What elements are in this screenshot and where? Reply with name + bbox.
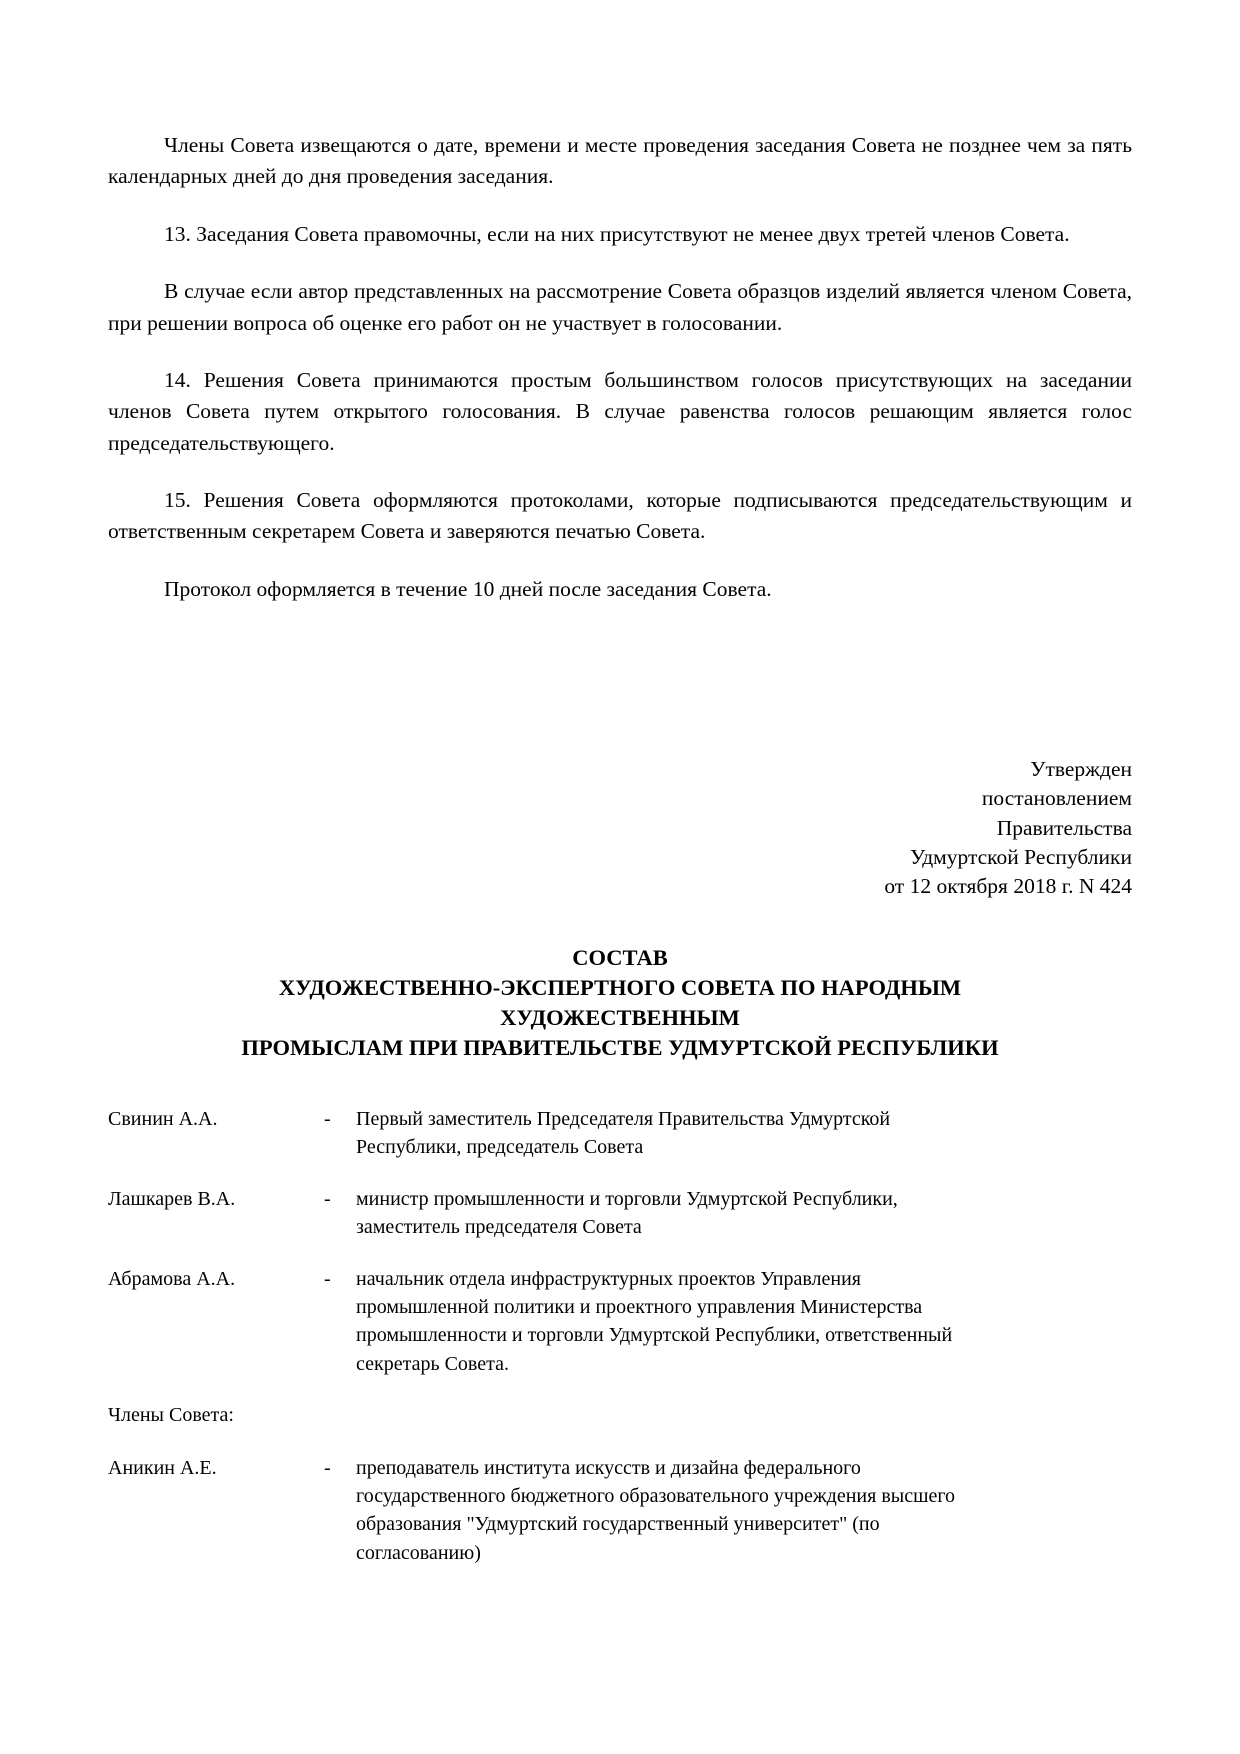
paragraph-item-15: 15. Решения Совета оформляются протоколами, которые подписываются председательствующим и ответственным секретарем Совета и заверяются печатью Совета. bbox=[108, 488, 1132, 544]
roster-dash: - bbox=[324, 1456, 331, 1479]
roster-member-name: Абрамова А.А. bbox=[108, 1267, 236, 1290]
roster-member-name: Свинин А.А. bbox=[108, 1107, 218, 1130]
roster-member-role: начальник отдела инфраструктурных проектов Управления промышленной политики и проектного управления Министерства промышленности и торговли Удмуртской Республики, ответственный секретарь Совета. bbox=[356, 1267, 953, 1375]
roster-member-role: Первый заместитель Председателя Правительства Удмуртской Республики, председатель Совета bbox=[356, 1107, 891, 1159]
roster-member-name: Лашкарев В.А. bbox=[108, 1187, 236, 1210]
paragraph-protocol-term: Протокол оформляется в течение 10 дней после заседания Совета. bbox=[164, 576, 772, 601]
roster-member-name: Аникин А.Е. bbox=[108, 1456, 217, 1479]
title-line-sostav: СОСТАВ bbox=[572, 945, 668, 971]
roster-row bbox=[108, 1454, 1132, 1568]
roster-dash: - bbox=[324, 1267, 331, 1290]
roster-dash: - bbox=[324, 1187, 331, 1210]
approval-line-date-number: от 12 октября 2018 г. N 424 bbox=[884, 874, 1132, 899]
approval-line-government: Правительства bbox=[996, 815, 1132, 840]
page-title bbox=[108, 943, 1132, 1063]
paragraph-notice: Члены Совета извещаются о дате, времени и месте проведения заседания Совета не позднее чем за пять календарных дней до дня проведения заседания. bbox=[108, 133, 1132, 189]
roster-member-role: преподаватель института искусств и дизайна федерального государственного бюджетного образовательного учреждения высшего образования "Удмуртский государственный университет" (по согласованию) bbox=[356, 1456, 956, 1564]
title-line-council: ХУДОЖЕСТВЕННО-ЭКСПЕРТНОГО СОВЕТА ПО НАРОДНЫМ bbox=[278, 975, 962, 1001]
roster-dash: - bbox=[324, 1107, 331, 1130]
approval-line-republic: Удмуртской Республики bbox=[909, 844, 1132, 869]
title-line-artistic: ХУДОЖЕСТВЕННЫМ bbox=[500, 1005, 740, 1031]
roster-row bbox=[108, 1105, 1132, 1162]
roster-members-heading: Члены Совета: bbox=[108, 1404, 234, 1427]
paragraph-item-14: 14. Решения Совета принимаются простым большинством голосов присутствующих на заседании членов Совета путем открытого голосования. В случае равенства голосов решающим является голос председательствующего. bbox=[108, 367, 1132, 455]
approval-line-approved: Утвержден bbox=[1030, 757, 1132, 782]
roster-section bbox=[108, 1105, 1132, 1567]
roster-row bbox=[108, 1185, 1132, 1242]
paragraph-author-recusal: В случае если автор представленных на рассмотрение Совета образцов изделий является членом Совета, при решении вопроса об оценке его работ он не участвует в голосовании. bbox=[108, 279, 1132, 335]
approval-line-decree: постановлением bbox=[981, 786, 1132, 811]
body-text-section bbox=[108, 130, 1132, 605]
roster-member-role: министр промышленности и торговли Удмуртской Республики, заместитель председателя Совета bbox=[356, 1187, 898, 1239]
title-line-crafts: ПРОМЫСЛАМ ПРИ ПРАВИТЕЛЬСТВЕ УДМУРТСКОЙ РЕСПУБЛИКИ bbox=[241, 1035, 999, 1061]
paragraph-item-13: 13. Заседания Совета правомочны, если на них присутствуют не менее двух третей членов Совета. bbox=[164, 221, 1070, 246]
approval-block bbox=[108, 755, 1132, 901]
roster-row bbox=[108, 1265, 1132, 1379]
